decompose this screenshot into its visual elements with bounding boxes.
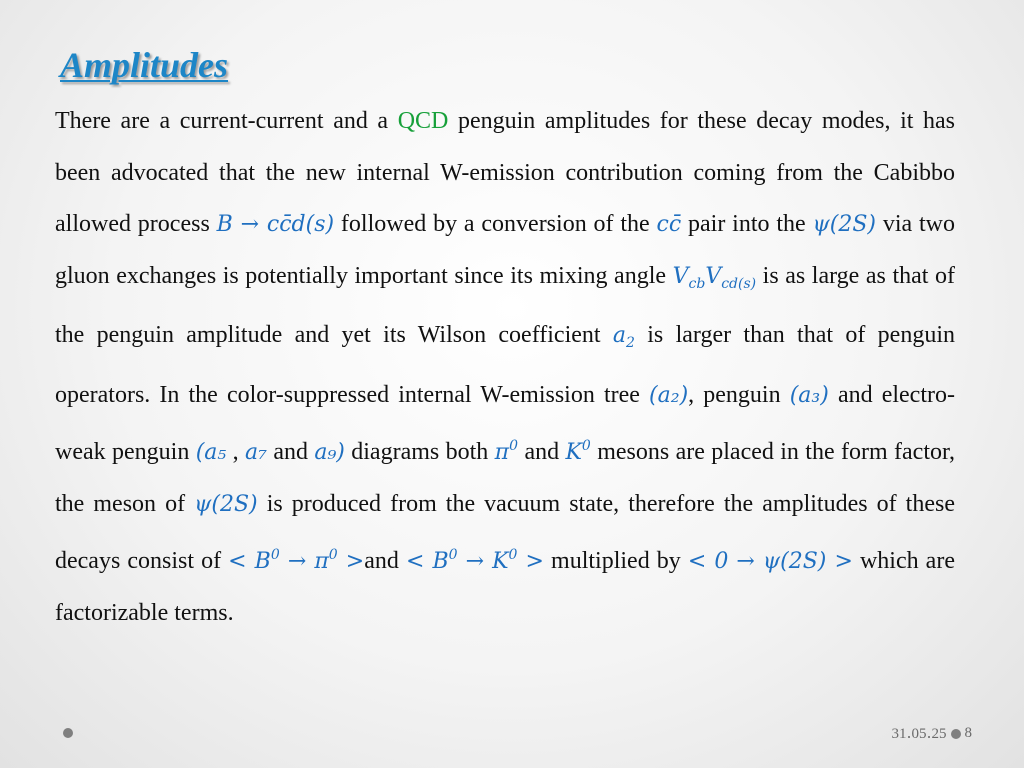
text-segment: via two gluon exchanges is potentially important since its mixing angle (55, 211, 955, 289)
math-vcb-sub: cb (688, 275, 706, 292)
math-vcd-sub: cd(s) (721, 275, 757, 292)
math-a2-base: a (612, 323, 627, 348)
math-a7: a₇ (245, 440, 267, 465)
math-bk-sup1: 0 (448, 547, 458, 563)
text-segment: penguin amplitudes for these decay modes, it has been advocated that the new internal W-emission contribution coming from the Cabibbo allowed process (55, 108, 955, 237)
math-a5: (a₅ (195, 440, 227, 465)
text-segment: and (364, 548, 406, 574)
math-ccbar: cc̄ (656, 212, 682, 237)
math-bpi-sup2: 0 (328, 547, 338, 563)
math-a2-sub: 2 (626, 335, 635, 351)
math-bpi-c: > (337, 549, 365, 574)
text-segment: is as large as that of the penguin amplitude and yet its Wilson coefficient (55, 262, 955, 348)
math-vcd-base: V (705, 263, 722, 289)
math-pi0-base: π (494, 440, 510, 465)
footer-date: 31․05․25 (891, 726, 947, 742)
math-vacuum: < 0 → ψ(2S) > (687, 549, 853, 574)
text-segment: and (266, 439, 315, 465)
text-segment: , penguin (688, 381, 790, 408)
text-segment: and (518, 439, 566, 465)
text-segment: is produced from the vacuum state, therefore the amplitudes of these decays consist of (55, 490, 955, 574)
math-a3: (a₃) (789, 382, 829, 408)
math-vcb-vcd (672, 263, 757, 292)
math-bk-c: > (517, 549, 544, 574)
text-segment: and electro-weak penguin (55, 381, 955, 465)
math-a2-paren: (a₂) (649, 382, 689, 408)
text-segment: which are factorizable terms. (55, 548, 955, 626)
slide-body-paragraph (55, 96, 955, 639)
footer-separator-dot-icon (951, 729, 961, 739)
footer-left-bullet-icon (63, 728, 73, 738)
slide-title: Amplitudes (60, 45, 229, 85)
math-k0-sup: 0 (581, 438, 591, 454)
slide-footer (891, 724, 972, 743)
text-segment: diagrams both (344, 439, 495, 465)
math-k0 (565, 440, 590, 465)
text-segment: mesons are placed in the form factor, the meson of (55, 439, 956, 517)
text-segment: pair into the (681, 211, 813, 237)
text-segment: , (226, 439, 246, 465)
math-psi-2s: ψ(2S) (812, 212, 876, 237)
math-process: B → cc̄d(s) (216, 212, 335, 237)
math-b-to-k (406, 549, 544, 574)
math-bpi-b: → π (279, 549, 329, 574)
qcd-highlight: QCD (397, 108, 449, 134)
text-segment: followed by a conversion of the (334, 211, 657, 237)
slide-number: 8 (964, 725, 972, 741)
math-k0-base: K (565, 440, 582, 465)
text-segment: There are a current-current and a (55, 108, 398, 134)
math-bk-a: < B (405, 549, 449, 574)
math-b-to-pi (228, 549, 364, 574)
math-pi0 (495, 440, 518, 465)
math-a9: a₉) (314, 440, 345, 465)
text-segment: multiplied by (543, 548, 688, 574)
math-bpi-sup1: 0 (270, 547, 280, 563)
math-pi0-sup: 0 (509, 438, 519, 454)
math-bk-sup2: 0 (508, 547, 518, 563)
math-bk-b: → K (457, 549, 509, 574)
math-a2 (612, 323, 635, 351)
text-segment: is larger than that of penguin operators. In the color-suppressed internal W-emission tree (55, 322, 955, 408)
math-bpi-a: < B (228, 549, 271, 574)
math-psi-2s-second: ψ(2S) (194, 491, 258, 517)
math-vcb-base: V (672, 263, 689, 289)
